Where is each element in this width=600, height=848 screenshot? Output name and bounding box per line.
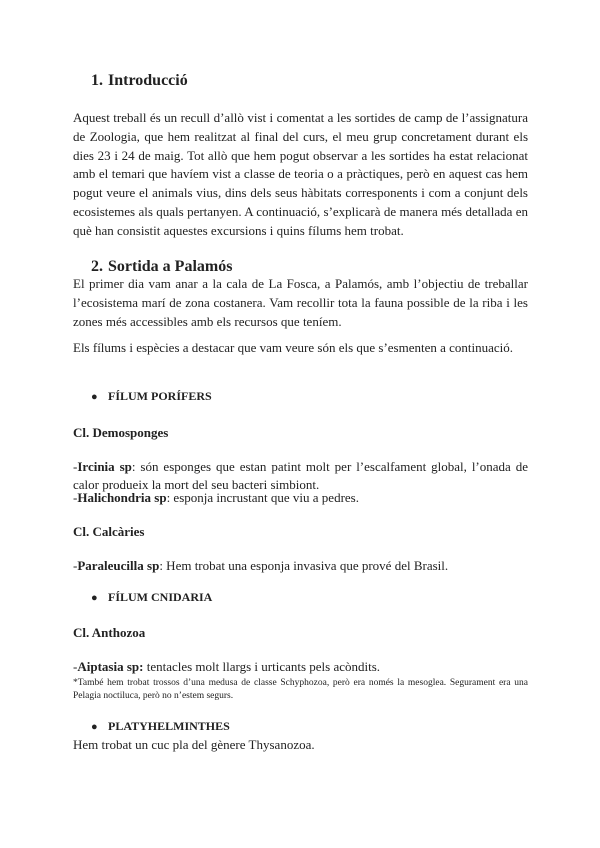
bullet-icon: ● bbox=[91, 391, 98, 403]
bullet-icon: ● bbox=[91, 721, 98, 733]
species-dash: - bbox=[73, 490, 78, 505]
intro-paragraph: Aquest treball és un recull d’allò vist i comentat a les sortides de camp de l’assignatura de Zoologia, que hem realitzat al final del curs, el meu grup concretament durant els dies 23 i 24 de maig. Tot allò que hem pogut observar a les sortides ha estat relacionat amb el temari que havíem vist a classe de teoria o a pràctiques, però en aquest cas hem pogut veure el animals vius, dins dels seus hàbitats corresponents i com a conjunt dels ecosistemes als quals pertanyen. A continuació, s’explicarà de manera més detallada en què han consistit aquestes excursions i quins fílums hem trobat. bbox=[73, 110, 528, 238]
species-halichondria bbox=[73, 489, 359, 507]
species-name: Aiptasia sp: bbox=[77, 659, 144, 674]
section-1-title: Introducció bbox=[108, 72, 188, 89]
section-1-number: 1. bbox=[91, 72, 103, 89]
class-calcaries: Cl. Calcàries bbox=[73, 524, 145, 539]
phylum-porifers-item bbox=[91, 389, 212, 404]
species-dash: - bbox=[73, 659, 78, 674]
fila-intro-paragraph: Els fílums i espècies a destacar que vam veure són els que s’esmenten a continuació. bbox=[73, 340, 514, 355]
section-2-title: Sortida a Palamós bbox=[108, 258, 233, 275]
species-name: Halichondria sp bbox=[77, 490, 167, 505]
bullet-icon: ● bbox=[91, 592, 98, 604]
phylum-platyhelminthes-item bbox=[91, 719, 230, 734]
species-paraleucilla bbox=[73, 557, 448, 575]
species-aiptasia bbox=[73, 658, 380, 676]
phylum-cnidaria-label: FÍLUM CNIDARIA bbox=[108, 590, 213, 604]
section-2-heading bbox=[91, 258, 232, 276]
species-description: : són esponges que estan patint molt per l’escalfament global, l’onada de calor produeix la mort del seu bacteri simbiont. bbox=[73, 459, 529, 492]
class-demosponges: Cl. Demosponges bbox=[73, 425, 169, 440]
platyhelminthes-text: Hem trobat un cuc pla del gènere Thysanozoa. bbox=[73, 737, 315, 752]
phylum-porifers-label: FÍLUM PORÍFERS bbox=[108, 389, 212, 403]
phylum-cnidaria-item bbox=[91, 590, 212, 605]
species-description: : esponja incrustant que viu a pedres. bbox=[166, 490, 359, 505]
class-anthozoa: Cl. Anthozoa bbox=[73, 625, 146, 640]
species-name: Ircinia sp bbox=[77, 459, 132, 474]
palamos-paragraph: El primer dia vam anar a la cala de La Fosca, a Palamós, amb l’objectiu de treballar l’ecosistema marí de zona costanera. Vam recollir tota la fauna possible de la riba i les zones més accessibles amb els recursos que teníem. bbox=[73, 276, 528, 329]
phylum-platyhelminthes-label: PLATYHELMINTHES bbox=[108, 719, 230, 733]
species-dash: - bbox=[73, 459, 78, 474]
footnote: *També hem trobat trossos d’una medusa de classe Schyphozoa, però era només la mesoglea. Segurament era una Pelagia noctiluca, però no n’estem segurs. bbox=[73, 678, 528, 701]
section-1-heading bbox=[91, 72, 188, 90]
species-description: : Hem trobat una esponja invasiva que prové del Brasil. bbox=[159, 558, 449, 573]
species-dash: - bbox=[73, 558, 78, 573]
section-2-number: 2. bbox=[91, 258, 103, 275]
species-name: Paraleucilla sp bbox=[77, 558, 160, 573]
species-description: tentacles molt llargs i urticants pels acòndits. bbox=[143, 659, 381, 674]
